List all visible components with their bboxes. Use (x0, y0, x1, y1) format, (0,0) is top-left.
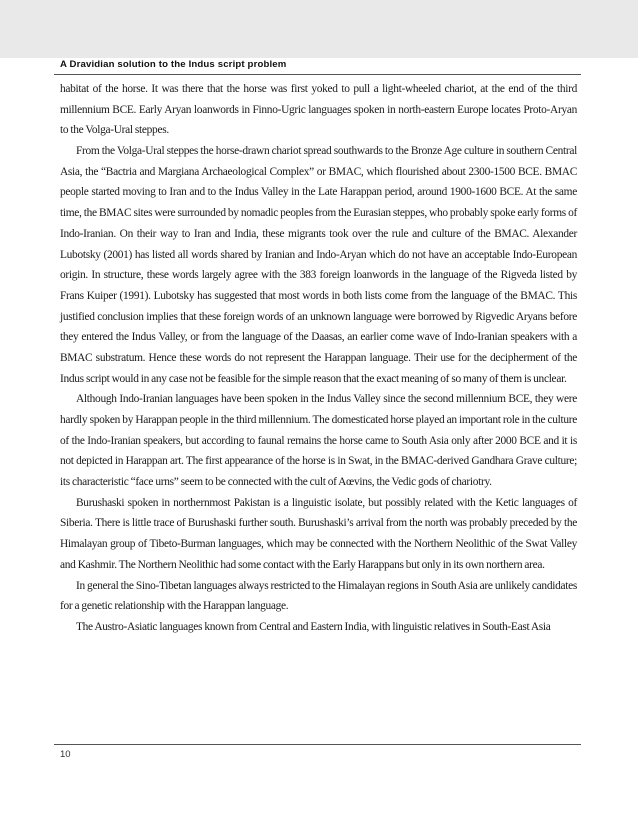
page-number: 10 (60, 749, 71, 760)
running-title: A Dravidian solution to the Indus script problem (60, 59, 287, 70)
header-rule (54, 74, 581, 75)
body-text (60, 79, 577, 638)
paragraph-3: Although Indo-Iranian languages have been spoken in the Indus Valley since the second millennium BCE, they were hardly spoken by Harappan people in the third millennium. The domesticated horse played an important role in the culture of the Indo-Iranian speakers, but according to faunal remains the horse came to South Asia only after 2000 BCE and it is not depicted in Harappan art. The first appearance of the horse is in Swat, in the BMAC-derived Gandhara Grave culture; its characteristic “face urns” seem to be connected with the cult of Aœvins, the Vedic gods of chariotry. (60, 393, 577, 489)
footer-rule (54, 744, 581, 745)
paragraph-2: From the Volga-Ural steppes the horse-drawn chariot spread southwards to the Bronze Age culture in southern Central Asia, the “Bactria and Margiana Archaeological Complex” or BMAC, which flourished about 2300-1500 BCE. BMAC people started moving to Iran and to the Indus Valley in the Late Harappan period, around 1900-1600 BCE. At the same time, the BMAC sites were surrounded by nomadic peoples from the Eurasian steppes, who probably spoke early forms of Indo-Iranian. On their way to Iran and India, these migrants took over the rule and culture of the BMAC. Alexander Lubotsky (2001) has listed all words shared by Iranian and Indo-Aryan which do not have an acceptable Indo-European origin. In structure, these words largely agree with the 383 foreign loanwords in the language of the Rigveda listed by Frans Kuiper (1991). Lubotsky has suggested that most words in both lists come from the language of the BMAC. This justified conclusion implies that these foreign words of an unknown language were borrowed by Rigvedic Aryans before they entered the Indus Valley, or from the language of the Daasas, an earlier come wave of Indo-Iranian speakers with a BMAC substratum. Hence these words do not represent the Harappan language. Their use for the decipherment of the Indus script would in any case not be feasible for the simple reason that the exact meaning of so many of them is unclear. (60, 145, 577, 385)
paragraph-5: In general the Sino-Tibetan languages always restricted to the Himalayan regions in South Asia are unlikely candidates for a genetic relationship with the Harappan language. (60, 579, 577, 613)
paragraph-4: Burushaski spoken in northernmost Pakistan is a linguistic isolate, but possibly related with the Ketic languages of Siberia. There is little trace of Burushaski further south. Burushaski’s arrival from the north was probably preceded by the Himalayan group of Tibeto-Burman languages, which may be connected with the Northern Neolithic of the Swat Valley and Kashmir. The Northern Neolithic had some contact with the Early Harappans but only in its own northern area. (60, 496, 577, 571)
paragraph-6: The Austro-Asiatic languages known from Central and Eastern India, with linguistic relatives in South-East Asia (76, 620, 551, 633)
paragraph-1: habitat of the horse. It was there that the horse was first yoked to pull a light-wheeled chariot, at the end of the third millennium BCE. Early Aryan loanwords in Finno-Ugric languages spoken in north-eastern Europe locates Proto-Aryan to the Volga-Ural steppes. (60, 83, 577, 137)
header-band (0, 0, 638, 58)
